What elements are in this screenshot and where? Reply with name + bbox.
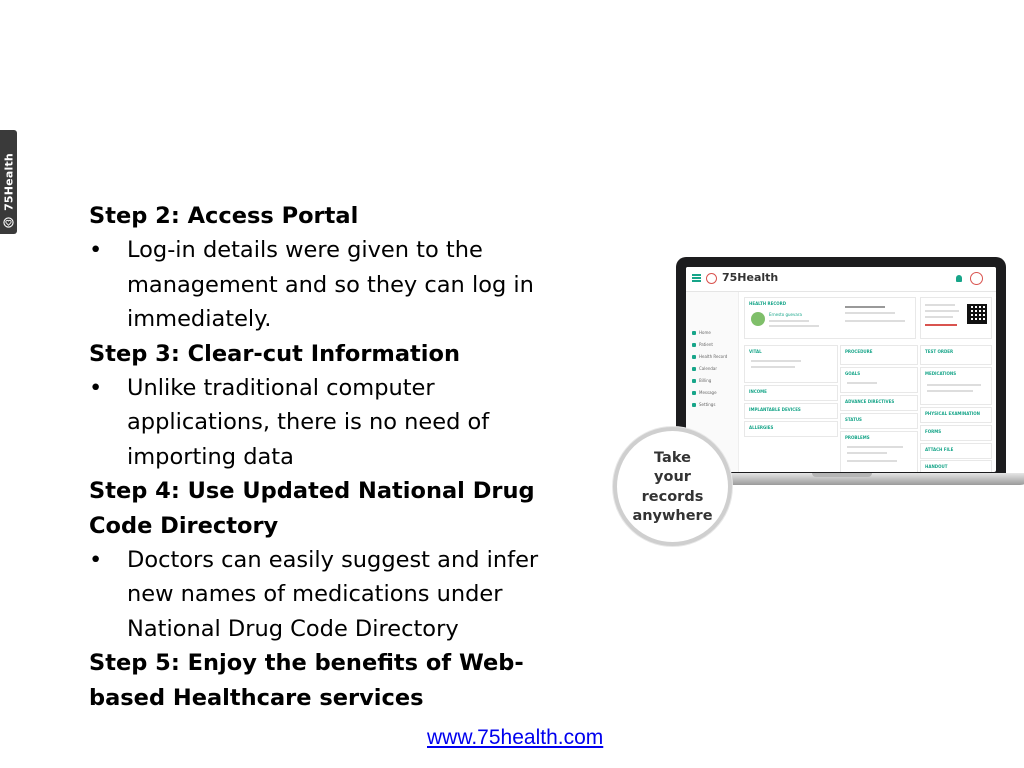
bullet-dot: • xyxy=(89,375,103,402)
card-title: ALLERGIES xyxy=(749,425,774,430)
card-title: TEST ORDER xyxy=(925,349,954,354)
badge-line-1: Take xyxy=(654,449,691,466)
card-title: PROCEDURE xyxy=(845,349,873,354)
card-title: VITAL xyxy=(749,349,762,354)
nav-label: Patient xyxy=(699,342,713,347)
card-title: ATTACH FILE xyxy=(925,447,954,452)
steps-list xyxy=(89,199,559,715)
vital-card xyxy=(744,345,838,383)
card-title: ADVANCE DIRECTIVES xyxy=(845,399,895,404)
status-card xyxy=(840,413,918,429)
billing-icon xyxy=(692,379,696,383)
badge-line-3: records xyxy=(641,488,704,505)
record-icon xyxy=(692,355,696,359)
procedure-card xyxy=(840,345,918,365)
nav-item-settings xyxy=(692,402,715,407)
take-records-badge xyxy=(613,427,732,546)
test-order-card xyxy=(920,345,992,365)
qr-code-icon xyxy=(967,304,987,324)
goals-card xyxy=(840,367,918,393)
forms-card xyxy=(920,425,992,441)
nav-label: Billing xyxy=(699,378,712,383)
patient-id-card xyxy=(920,297,992,339)
nav-item-patient xyxy=(692,342,713,347)
nav-label: Settings xyxy=(699,402,716,407)
menu-icon xyxy=(692,274,701,282)
step-3-bullet-text: Unlike traditional computer applications, there is no need of importing data xyxy=(127,375,490,470)
nav-item-health-record xyxy=(692,354,727,359)
badge-text xyxy=(632,449,712,527)
user-avatar-icon xyxy=(970,272,983,285)
patient-name: Ernesto guevara xyxy=(769,312,802,317)
badge-line-4: anywhere xyxy=(632,508,713,524)
allergies-card xyxy=(744,421,838,437)
gear-icon xyxy=(692,403,696,407)
card-title: PHYSICAL EXAMINATION xyxy=(925,411,980,416)
card-title: GOALS xyxy=(845,371,861,376)
advance-directives-card xyxy=(840,395,918,411)
heart-logo-icon xyxy=(706,273,717,284)
badge-line-2: your xyxy=(654,469,691,485)
message-icon xyxy=(692,391,696,395)
step-3-title: Step 3: Clear-cut Information xyxy=(89,340,460,367)
card-title: IMPLANTABLE DEVICES xyxy=(749,407,801,412)
nav-label: Health Record xyxy=(699,354,728,359)
patient-icon xyxy=(692,343,696,347)
bell-icon xyxy=(956,275,962,282)
card-title: HEALTH RECORD xyxy=(749,301,787,306)
heart-logo-icon xyxy=(3,217,14,228)
home-icon xyxy=(692,331,696,335)
step-3-bullet xyxy=(89,371,559,474)
step-4-bullet-text: Doctors can easily suggest and infer new names of medications under National Drug Code Directory xyxy=(127,547,539,642)
nav-label: Message xyxy=(699,390,717,395)
nav-item-calendar xyxy=(692,366,717,371)
app-screenshot xyxy=(686,267,996,472)
implantable-devices-card xyxy=(744,403,838,419)
income-card xyxy=(744,385,838,401)
health-record-card xyxy=(744,297,916,339)
bullet-dot: • xyxy=(89,547,103,574)
step-2-title: Step 2: Access Portal xyxy=(89,203,359,229)
laptop-screen-bezel xyxy=(676,257,1006,475)
card-title: FORMS xyxy=(925,429,942,434)
step-4-bullet xyxy=(89,543,559,646)
card-title: MEDICATIONS xyxy=(925,371,957,376)
nav-item-home xyxy=(692,330,711,335)
physical-examination-card xyxy=(920,407,992,423)
nav-item-billing xyxy=(692,378,711,383)
brand-side-tab xyxy=(0,130,17,234)
website-link[interactable]: www.75health.com xyxy=(427,726,604,749)
problems-card xyxy=(840,431,918,472)
step-5-title: Step 5: Enjoy the benefits of Web-based Healthcare services xyxy=(89,650,524,711)
attach-file-card xyxy=(920,443,992,459)
nav-label: Calendar xyxy=(699,366,717,371)
patient-avatar xyxy=(751,312,765,326)
step-2-bullet-text: Log-in details were given to the management and so they can log in immediately. xyxy=(127,237,534,333)
handout-card xyxy=(920,460,992,472)
step-2-bullet xyxy=(89,233,559,336)
card-title: STATUS xyxy=(845,417,862,422)
brand-side-label: 75Health xyxy=(2,153,15,211)
calendar-icon xyxy=(692,367,696,371)
app-logo: 75Health xyxy=(722,271,779,284)
nav-label: Home xyxy=(699,330,711,335)
card-title: PROBLEMS xyxy=(845,435,870,440)
bullet-dot: • xyxy=(89,237,103,264)
step-4-title: Step 4: Use Updated National Drug Code Directory xyxy=(89,478,535,539)
medications-card xyxy=(920,367,992,405)
card-title: HANDOUT xyxy=(925,464,948,469)
nav-item-message xyxy=(692,390,717,395)
card-title: INCOME xyxy=(749,389,767,394)
app-header xyxy=(686,267,996,292)
